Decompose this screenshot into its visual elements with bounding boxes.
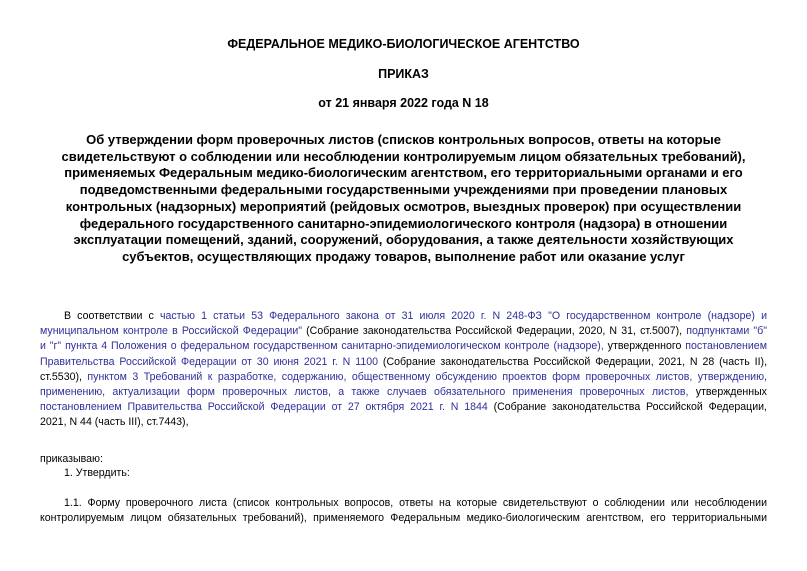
- basis-text: В соответствии с: [64, 310, 154, 322]
- title-line: Об утверждении форм проверочных листов (списков контрольных вопросов, ответы на которые: [86, 132, 721, 147]
- title-line: федерального государственного санитарно-эпидемиологического контроля (надзора) в отношении: [79, 215, 728, 231]
- basis-text: (Собрание законодательства Российской Федерации, 2021, N 28 (часть II),: [382, 355, 768, 368]
- agency-name: ФЕДЕРАЛЬНОЕ МЕДИКО-БИОЛОГИЧЕСКОЕ АГЕНТСТВО: [227, 37, 580, 51]
- basis-text: (Собрание законодательства Российской Федерации,: [493, 401, 767, 414]
- basis-line: [40, 324, 767, 339]
- basis-text: (Собрание законодательства Российской Федерации, 2020, N 31, ст.5007),: [306, 325, 683, 338]
- item-1: 1. Утвердить:: [64, 467, 130, 479]
- item-1-1-line: контролируемым лицом обязательных требований), применяемого Федеральным медико-биологическим агентством, его территориальными: [40, 512, 767, 525]
- resolution-1100-link-cont[interactable]: Правительства Российской Федерации от 30 июня 2021 г. N 1100: [40, 355, 379, 368]
- item-1-1-line: 1.1. Форму проверочного листа (список контрольных вопросов, ответы на которые свидетельствуют о соблюдении или несоблюдении: [64, 497, 767, 509]
- resolution-1844-link[interactable]: постановлением Правительства Российской Федерации от 27 октября 2021 г. N 1844: [40, 401, 488, 414]
- basis-line: [40, 400, 767, 415]
- basis-line: [40, 355, 767, 370]
- law-248-fz-link[interactable]: частью 1 статьи 53 Федерального закона от 31 июля 2020 г. N 248-ФЗ "О государственном контроле (надзоре) и: [159, 310, 767, 322]
- title-line: подведомственными федеральными государственными учреждениями при проведении плановых: [79, 182, 728, 198]
- order-word: приказываю:: [40, 453, 103, 465]
- subitems-link[interactable]: подпунктами "б": [686, 325, 767, 338]
- title-line: применяемых Федеральным медико-биологическим агентством, его территориальными органами и его: [64, 165, 743, 181]
- basis-line: [40, 339, 767, 354]
- document-title: [40, 132, 767, 266]
- basis-line: [40, 309, 767, 324]
- basis-text: утвержденного: [607, 340, 682, 353]
- regulation-link[interactable]: и "г" пункта 4 Положения о федеральном государственном санитарно-эпидемиологическом контроле (надзоре),: [40, 340, 604, 353]
- basis-line: 2021, N 44 (часть III), ст.7443),: [40, 416, 189, 429]
- resolution-1100-link[interactable]: постановлением: [685, 340, 767, 353]
- document-type: ПРИКАЗ: [378, 67, 429, 81]
- title-line: свидетельствуют о соблюдении или несоблюдении контролируемым лицом обязательных требований),: [61, 148, 746, 164]
- document-date-number: от 21 января 2022 года N 18: [318, 96, 489, 110]
- basis-text: ст.5530),: [40, 370, 82, 383]
- basis-text: утвержденных: [695, 386, 767, 399]
- requirements-link[interactable]: пунктом 3 Требований к разработке, содержанию, общественному обсуждению проектов форм проверочных листов, утверждению,: [87, 370, 767, 383]
- title-line: контрольных (надзорных) мероприятий (рейдовых осмотров, выездных проверок) при осуществлении: [65, 198, 742, 214]
- basis-line: [40, 385, 767, 400]
- basis-line: [40, 370, 767, 385]
- law-248-fz-link-cont[interactable]: муниципальном контроле в Российской Федерации": [40, 325, 302, 338]
- requirements-link-cont[interactable]: применению, актуализации форм проверочных листов, а также случаев обязательного применения проверочных листов,: [40, 386, 689, 399]
- title-line: эксплуатации помещений, зданий, сооружений, оборудования, а также деятельности хозяйствующих: [73, 232, 734, 248]
- basis-paragraph: [40, 309, 767, 431]
- title-line: субъектов, осуществляющих продажу товаров, выполнение работ или оказание услуг: [122, 248, 685, 264]
- item-1-1-paragraph: [40, 496, 767, 526]
